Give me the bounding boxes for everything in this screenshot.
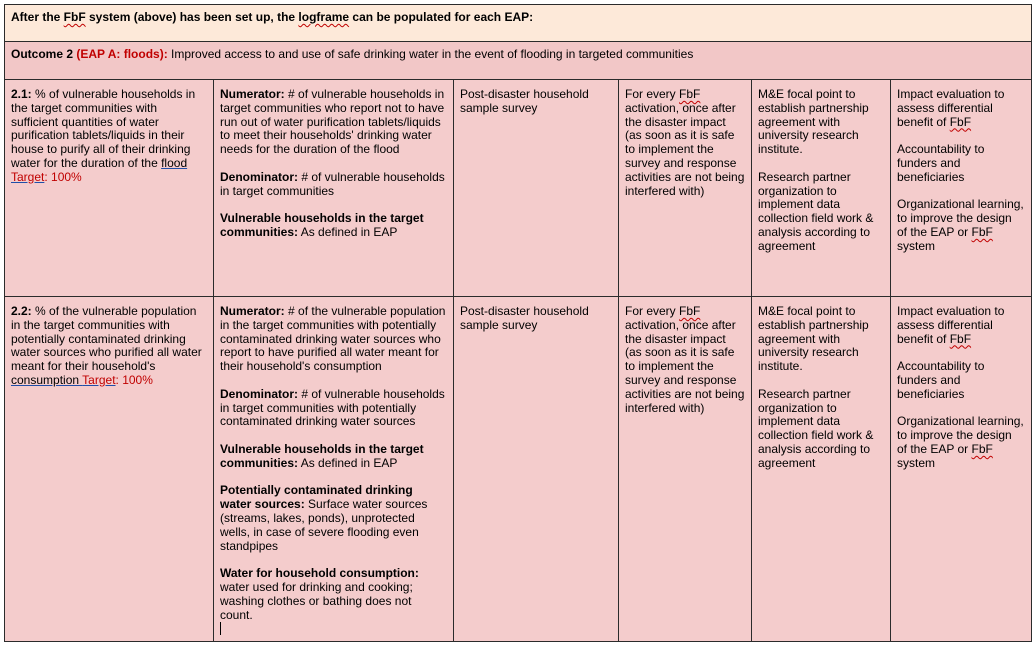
definition-text: # of vulnerable households in target communities <box>220 169 445 198</box>
use-impact <box>897 305 1025 346</box>
source-text: Post-disaster household sample survey <box>460 87 589 115</box>
indicator-last-word: flood <box>161 155 188 170</box>
definition-term: Numerator: <box>220 304 285 318</box>
indicator-row <box>5 80 1032 297</box>
target-value: : 100% <box>115 372 153 387</box>
indicator-text: % of vulnerable households in the target communities with sufficient quantities of water purification tablets/liquids in their house to purify all of their drinking water for the duration of the <box>11 87 196 170</box>
outcome-eap: (EAP A: floods): <box>76 47 168 61</box>
indicator-id: 2.1: <box>11 87 32 101</box>
use-fbf: FbF <box>949 331 972 346</box>
frequency-cell[interactable] <box>619 297 752 642</box>
responsibility-cell[interactable] <box>752 80 891 297</box>
definition-text: water used for drinking and cooking; washing clothes or bathing does not count. <box>220 579 413 622</box>
text-cursor-line <box>220 622 447 637</box>
outcome-cell[interactable] <box>5 42 1032 80</box>
definition-numerator <box>220 305 447 374</box>
frequency-post: activation, once after the disaster impact (as soon as it is safe to implement the survey and response activities are not being interfered with) <box>625 100 745 198</box>
use-fbf: FbF <box>971 224 993 239</box>
use-cell[interactable] <box>891 297 1032 642</box>
definition-numerator <box>220 88 447 157</box>
use-accountability: Accountability to funders and beneficiaries <box>897 359 985 401</box>
header-cell[interactable] <box>5 5 1032 42</box>
definition-denominator <box>220 171 447 199</box>
frequency-post: activation, once after the disaster impact (as soon as it is safe to implement the survey and response activities are not being interfered with) <box>625 317 745 415</box>
use-fbf: FbF <box>949 114 972 129</box>
indicator-id: 2.2: <box>11 304 32 318</box>
use-fbf: FbF <box>971 441 993 456</box>
logframe-table <box>4 4 1032 642</box>
definition-term: Denominator: <box>220 169 298 184</box>
frequency-pre: For every <box>625 87 680 101</box>
use-text: system <box>897 455 936 470</box>
header-text-post: can be populated for each EAP: <box>349 10 534 24</box>
indicator-text: % of the vulnerable population in the target communities with potentially contaminated drinking water sources who purified all water meant for their household's <box>11 304 202 374</box>
frequency-pre: For every <box>625 304 680 318</box>
outcome-label: Outcome 2 <box>11 47 77 61</box>
header-logframe: logframe <box>298 10 350 24</box>
definition-term: Vulnerable households in the target communities: <box>220 211 424 239</box>
definition-term: Water for household consumption: <box>220 566 419 581</box>
indicator-cell[interactable] <box>5 297 214 642</box>
definition-term: Denominator: <box>220 386 298 401</box>
indicator-row <box>5 297 1032 642</box>
definition-text: As defined in EAP <box>298 455 398 470</box>
header-fbf: FbF <box>63 10 86 24</box>
definition-cell[interactable] <box>214 80 454 297</box>
use-text: Organizational learning, to improve the design of the EAP or <box>897 414 1024 456</box>
definition-term: Numerator: <box>220 87 285 101</box>
use-text: Organizational learning, to improve the design of the EAP or <box>897 197 1024 239</box>
outcome-text: Improved access to and use of safe drinking water in the event of flooding in targeted communities <box>167 47 694 61</box>
definition-text: As defined in EAP <box>298 224 398 239</box>
responsibility-item: Research partner organization to implement data collection field work & analysis according to agreement <box>758 386 874 470</box>
header-row <box>5 5 1032 42</box>
definition-vulnerable-households <box>220 212 447 240</box>
header-text-pre: After the <box>11 10 64 24</box>
definition-text: # of the vulnerable population in the target communities with potentially contaminated drinking water sources who report to have purified all water meant for their household's consumption <box>220 304 446 374</box>
frequency-cell[interactable] <box>619 80 752 297</box>
frequency-fbf: FbF <box>679 87 701 101</box>
source-cell[interactable] <box>454 297 619 642</box>
definition-cell[interactable] <box>214 297 454 642</box>
use-learning <box>897 198 1025 253</box>
responsibility-item: M&E focal point to establish partnership agreement with university research institute. <box>758 87 869 157</box>
definition-text: Surface water sources (streams, lakes, ponds), unprotected wells, in case of severe flooding even standpipes <box>220 497 428 553</box>
use-accountability: Accountability to funders and beneficiaries <box>897 142 985 184</box>
use-learning <box>897 415 1025 470</box>
use-impact <box>897 88 1025 129</box>
definition-contaminated-sources <box>220 484 447 553</box>
indicator-cell[interactable] <box>5 80 214 297</box>
target-label: Target <box>11 169 45 184</box>
definition-denominator <box>220 388 447 429</box>
source-cell[interactable] <box>454 80 619 297</box>
definition-text: # of vulnerable households in target communities who report not to have run out of water purification tablets/liquids to meet their households' drinking water needs for the duration of the flood <box>220 87 445 157</box>
use-text: Impact evaluation to assess differential benefit of <box>897 304 1005 346</box>
responsibility-item: Research partner organization to implement data collection field work & analysis according to agreement <box>758 169 874 253</box>
use-text: Impact evaluation to assess differential benefit of <box>897 87 1005 129</box>
definition-household-consumption <box>220 567 447 622</box>
target-value: : 100% <box>44 169 82 184</box>
use-text: system <box>897 238 936 253</box>
use-cell[interactable] <box>891 80 1032 297</box>
outcome-row <box>5 42 1032 80</box>
definition-term: Vulnerable households in the target communities: <box>220 441 424 470</box>
definition-term: Potentially contaminated drinking water sources: <box>220 483 413 512</box>
target-label: Target <box>82 372 116 387</box>
definition-text: # of vulnerable households in target communities with potentially contaminated drinking water sources <box>220 386 445 429</box>
indicator-last-word: consumption <box>11 372 80 387</box>
frequency-fbf: FbF <box>679 304 701 318</box>
text-cursor <box>220 622 221 635</box>
definition-vulnerable-households <box>220 443 447 471</box>
logframe-document <box>4 4 1031 642</box>
header-text-mid: system (above) has been set up, the <box>85 10 299 24</box>
responsibility-cell[interactable] <box>752 297 891 642</box>
responsibility-item: M&E focal point to establish partnership agreement with university research institute. <box>758 304 869 374</box>
source-text: Post-disaster household sample survey <box>460 304 589 332</box>
